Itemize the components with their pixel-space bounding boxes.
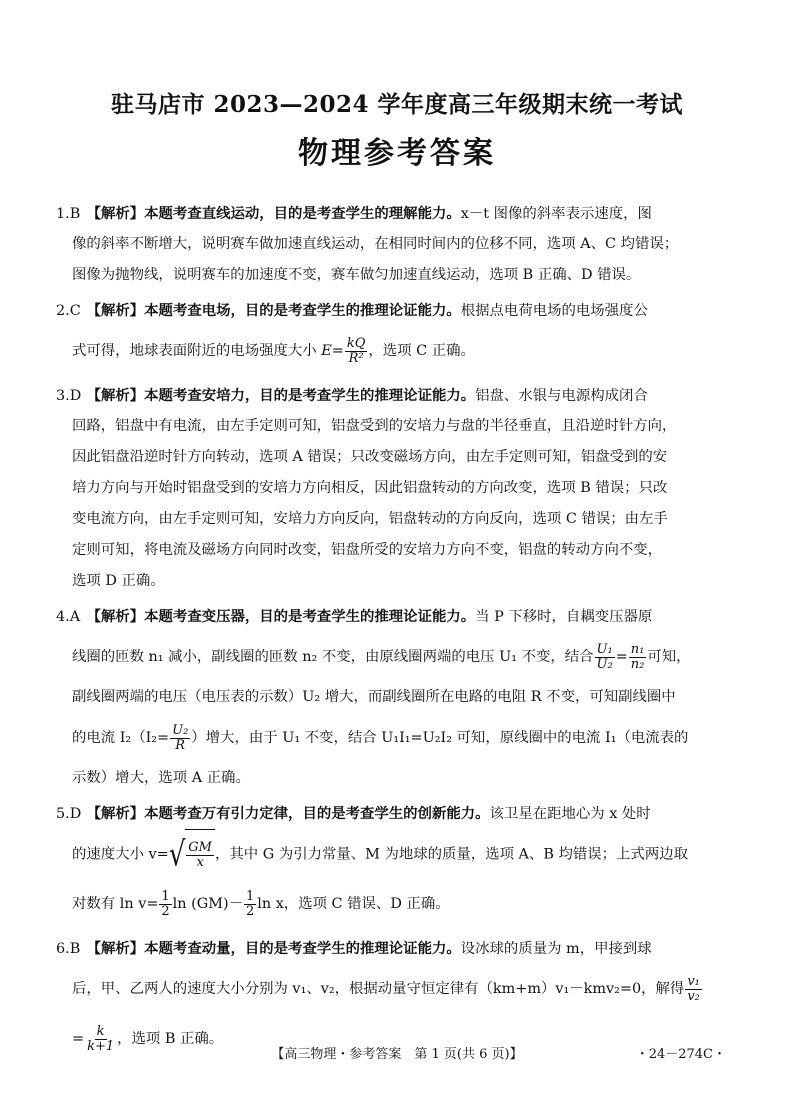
answer-number: 5.D: [56, 806, 82, 822]
answer-number: 1.B: [56, 206, 81, 222]
answer-text: 图像为抛物线，说明赛车的加速度不变，赛车做匀加速直线运动，选项 B 正确、D 错误。: [72, 267, 641, 283]
answer-item-2: [56, 295, 724, 376]
answer-text: 培力方向与开始时铝盘受到的安培力方向相反，因此铝盘转动的方向改变，选项 B 错误；只改: [72, 480, 668, 496]
fraction-formula: $\frac{1}{2}$: [245, 888, 255, 919]
answer-text: 的电流 I₂（I₂=: [72, 730, 170, 746]
answer-text: 根据点电荷电场的电场强度公: [460, 303, 648, 319]
answer-text: 定则可知，将电流及磁场方向同时改变，铝盘所受的安培力方向不变，铝盘的转动方向不变，: [72, 542, 663, 558]
answer-text: 因此铝盘沿逆时针方向转动，选项 A 错误；只改变磁场方向，由左手定则可知，铝盘受到的安: [72, 449, 668, 465]
fraction-formula: $\frac{\text{U₁}}{\text{U₂}}$: [596, 641, 613, 672]
answer-text: 线圈的匝数 n₁ 减小，副线圈的匝数 n₂ 不变，由原线圈两端的电压 U₁ 不变，结合: [72, 649, 594, 665]
answer-text: 可知，: [647, 649, 691, 665]
answer-text: 选项 D 正确。: [72, 573, 165, 589]
answer-text: 像的斜率不断增大，说明赛车做加速直线运动，在相同时间内的位移不同，选项 A、C 均错误；: [72, 236, 679, 252]
answer-text: 设冰球的质量为 m，甲接到球: [460, 941, 652, 957]
analysis-tag: 【解析】本题考查电场，目的是考查学生的推理论证能力。: [86, 302, 461, 319]
answer-item-4: 4.A 【解析】本题考查变压器，目的是考查学生的推理论证能力。当 P 下移时，自耦变压器原 线圈的匝数 n₁ 减小，副线圈的匝数 n₂ 不变，由原线圈两端的电压 U₁ 不变，结合 $\frac{\text{U₁}}{\text{U₂}}$ = $\frac{\text{n₁}}{\text{n₂}}$ 可知， 副线圈两端的电压（电压表的示数）U₂ 增大，而副线圈所在电路的电阻 R 不变，可知副线圈中 的电流 I₂（I₂= $\frac{\text{U₂}}{R}$ ）增大，由于 U₁ 不变，结合 U₁I₁=U₂I₂ 可知，原线圈中的电流 I₁（电流表的 示数）增大，选项 A 正确。: [72, 601, 724, 794]
answer-text: 后，甲、乙两人的速度大小分别为 v₁、v₂，根据动量守恒定律有（km+m）v₁－kmv₂=0，解得: [72, 981, 685, 997]
answer-text: 的速度大小 v=: [72, 846, 169, 863]
answer-text: 对数有 ln v=: [72, 896, 159, 912]
answer-text: 式可得，地球表面附近的电场强度大小: [72, 343, 317, 359]
answer-text: ，选项 C 正确。: [368, 343, 475, 359]
fraction-formula: $\frac{\text{U₂}}{R}$: [172, 722, 189, 753]
page-footer: 【高三物理・参考答案 第 1 页(共 6 页)】: [271, 1047, 523, 1062]
analysis-tag: 【解析】本题考查安培力，目的是考查学生的推理论证能力。: [86, 387, 476, 404]
answer-item-3: [56, 380, 724, 597]
analysis-tag: 【解析】本题考查动量，目的是考查学生的推理论证能力。: [86, 940, 461, 957]
fraction-formula: $\frac{kQ}{\text{R²}}$: [346, 335, 366, 366]
answer-text: ）增大，由于 U₁ 不变，结合 U₁I₁=U₂I₂ 可知，原线圈中的电流 I₁（电流表的: [191, 730, 689, 746]
answer-number: 4.A: [56, 609, 81, 625]
answer-text: ，其中 G 为引力常量、M 为地球的质量，选项 A、B 均错误；上式两边取: [215, 846, 689, 863]
answer-text: ln (GM)－: [172, 896, 243, 912]
answer-text: 该卫星在距地心为 x 处时: [489, 806, 651, 822]
answer-number: 2.C: [56, 303, 81, 319]
analysis-tag: 【解析】本题考查直线运动，目的是考查学生的理解能力。: [86, 205, 461, 222]
answer-text: 回路，铝盘中有电流，由左手定则可知，铝盘受到的安培力与盘的半径垂直，且沿逆时针方向，: [72, 418, 677, 434]
math-text: E=: [321, 343, 344, 359]
radical-sign: √: [168, 835, 186, 874]
answer-text: x－t 图像的斜率表示速度，图: [460, 206, 652, 222]
analysis-tag: 【解析】本题考查变压器，目的是考查学生的推理论证能力。: [86, 608, 476, 625]
answer-text: 当 P 下移时，自耦变压器原: [475, 609, 653, 625]
analysis-tag: 【解析】本题考查万有引力定律，目的是考查学生的创新能力。: [86, 805, 490, 822]
answer-item-1: [56, 198, 724, 291]
page-title: 驻马店市 2023—2024 学年度高三年级期末统一考试: [110, 91, 684, 118]
answer-text: 变电流方向，由左手定则可知，安培力方向反向，铝盘转动的方向反向，选项 C 错误；由左手: [72, 511, 668, 527]
fraction-formula: $\frac{\text{v₁}}{\text{v₂}}$: [687, 973, 700, 1004]
fraction-formula: $\frac{\text{n₁}}{\text{n₂}}$: [630, 641, 645, 672]
fraction-formula: $\frac{k}{k+1}$: [87, 1023, 115, 1054]
answer-number: 3.D: [56, 388, 82, 404]
answer-text: 铝盘、水银与电源构成闭合: [475, 388, 648, 404]
answer-text: ln x，选项 C 错误、D 正确。: [257, 896, 450, 912]
sqrt-formula: √ $\frac{GM}{x}$: [169, 829, 215, 880]
answer-text: 示数）增大，选项 A 正确。: [72, 770, 250, 786]
answer-text: =: [72, 1031, 85, 1047]
fraction-formula: $\frac{1}{2}$: [161, 888, 170, 919]
page-subtitle: 物理参考答案: [298, 136, 496, 171]
answer-text: ，选项 B 正确。: [117, 1031, 224, 1047]
answer-list: [56, 198, 724, 1064]
document-code: ・24－274C・: [635, 1047, 726, 1062]
answer-text: 副线圈两端的电压（电压表的示数）U₂ 增大，而副线圈所在电路的电阻 R 不变，可知副线圈中: [72, 689, 676, 705]
answer-item-5: [56, 798, 724, 929]
answer-number: 6.B: [56, 941, 81, 957]
